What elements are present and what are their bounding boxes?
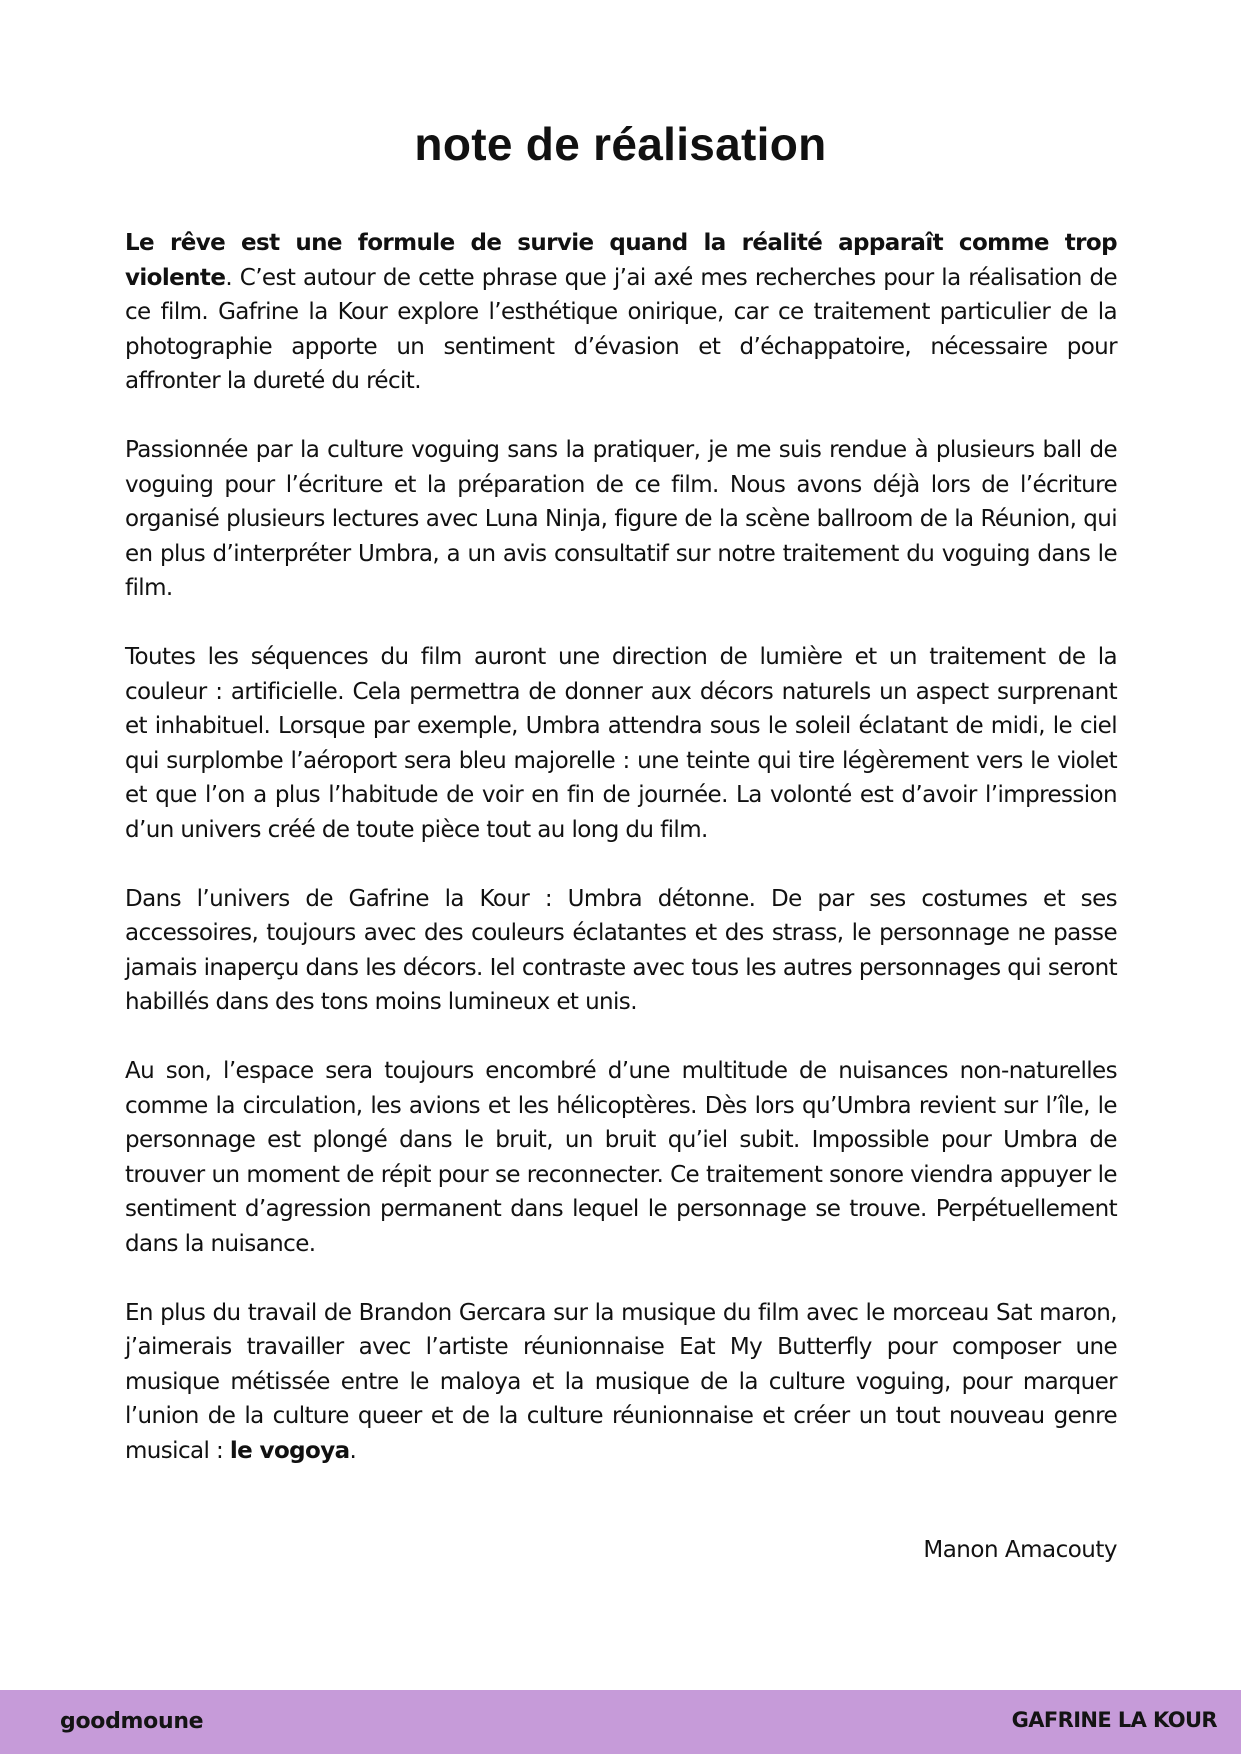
- paragraph-light-color: Toutes les séquences du film auront une direction de lumière et un traitement de la couleur : artificielle. Cela permettra de donner aux décors naturels un aspect surprenant et inhabituel. Lorsque par exemple, Umbra attendra sous le soleil éclatant de midi, le ciel qui surplombe l’aéroport sera bleu majorelle : une teinte qui tire légèrement vers le violet et que l’on a plus l’habitude de voir en fin de journée. La volonté est d’avoir l’impression d’un univers créé de toute pièce tout au long du film.: [125, 644, 1117, 843]
- paragraph-sound: Au son, l’espace sera toujours encombré d’une multitude de nuisances non-naturelles comme la circulation, les avions et les hélicoptères. Dès lors qu’Umbra revient sur l’île, le personnage est plongé dans le bruit, un bruit qu’iel subit. Impossible pour Umbra de trouver un moment de répit pour se reconnecter. Ce traitement sonore viendra appuyer le sentiment d’agression permanent dans lequel le personnage se trouve. Perpétuellement dans la nuisance.: [125, 1058, 1117, 1257]
- paragraph-music: [125, 1296, 1117, 1469]
- intro-text: . C’est autour de cette phrase que j’ai axé mes recherches pour la réalisation de ce film. Gafrine la Kour explore l’esthétique onirique, car ce traitement particulier de la photographie apporte un sentiment d’évasion et d’échappatoire, nécessaire pour affronter la dureté du récit.: [125, 264, 1117, 394]
- intro-bold-phrase: Le rêve est une formule de survie quand la réalité apparaît comme trop violente: [125, 230, 1117, 291]
- paragraph-intro: [125, 226, 1117, 399]
- footer-bar: [0, 1690, 1241, 1754]
- paragraph-umbra-costume: Dans l’univers de Gafrine la Kour : Umbra détonne. De par ses costumes et ses accessoires, toujours avec des couleurs éclatantes et des strass, le personnage ne passe jamais inaperçu dans les décors. Iel contraste avec tous les autres personnages qui seront habillés dans des tons moins lumineux et unis.: [125, 885, 1117, 1015]
- page-title: note de réalisation: [414, 118, 827, 170]
- footer-film-title: GAFRINE LA KOUR: [1011, 1708, 1217, 1732]
- footer-brand-logo: goodmoune: [60, 1709, 204, 1734]
- vogoya-bold: le vogoya: [229, 1437, 350, 1464]
- paragraph-voguing: Passionnée par la culture voguing sans la pratiquer, je me suis rendue à plusieurs ball de voguing pour l’écriture et la préparation de ce film. Nous avons déjà lors de l’écriture organisé plusieurs lectures avec Luna Ninja, figure de la scène ballroom de la Réunion, qui en plus d’interpréter Umbra, a un avis consultatif sur notre traitement du voguing dans le film.: [125, 437, 1117, 601]
- body-text: [125, 226, 1117, 1503]
- music-text: En plus du travail de Brandon Gercara sur la musique du film avec le morceau Sat maron, j’aimerais travailler avec l’artiste réunionnaise Eat My Butterfly pour composer une musique métissée entre le maloya et la musique de la culture voguing, pour marquer l’union de la culture queer et de la culture réunionnaise et créer un tout nouveau genre musical :: [125, 1299, 1117, 1464]
- music-end: .: [349, 1437, 357, 1464]
- signature: Manon Amacouty: [923, 1537, 1117, 1563]
